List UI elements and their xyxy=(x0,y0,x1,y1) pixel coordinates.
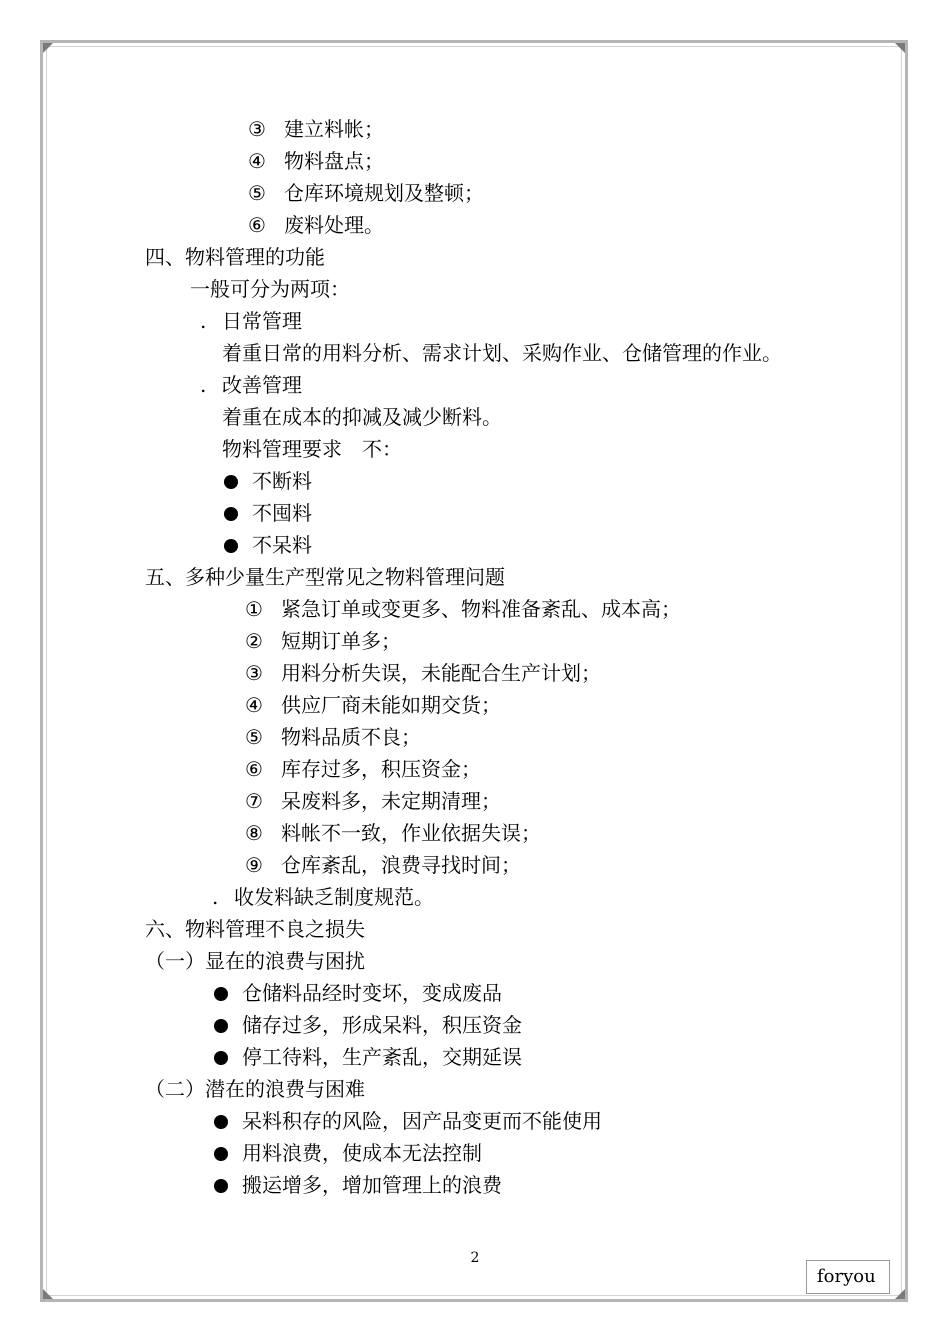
bullet-item: 停工待料，生产紊乱，交期延误 xyxy=(214,1045,522,1069)
bullet-icon xyxy=(224,507,238,521)
bullet-item: 搬运增多，增加管理上的浪费 xyxy=(214,1173,502,1197)
list-item: . 日常管理 xyxy=(200,309,302,333)
list-item: ④ 物料盘点； xyxy=(248,149,384,173)
bullet-icon xyxy=(224,539,238,553)
bullet-item: 不断料 xyxy=(224,469,312,493)
list-item: ② 短期订单多； xyxy=(245,629,401,653)
section-heading: 五、多种少量生产型常见之物料管理问题 xyxy=(145,565,505,589)
subsection-heading: （一）显在的浪费与困扰 xyxy=(145,949,365,973)
list-item: ④ 供应厂商未能如期交货； xyxy=(245,693,501,717)
bullet-icon xyxy=(214,1147,228,1161)
bullet-item: 呆料积存的风险，因产品变更而不能使用 xyxy=(214,1109,602,1133)
bullet-item: 仓储料品经时变坏，变成废品 xyxy=(214,981,502,1005)
bullet-item: 用料浪费，使成本无法控制 xyxy=(214,1141,482,1165)
list-item: ③ 建立料帐； xyxy=(248,117,384,141)
corner-ornament xyxy=(43,1289,53,1299)
list-item: . 改善管理 xyxy=(200,373,302,397)
bullet-item: 储存过多，形成呆料，积压资金 xyxy=(214,1013,522,1037)
list-item: ⑤ 物料品质不良； xyxy=(245,725,421,749)
list-item: ⑥ 库存过多，积压资金； xyxy=(245,757,481,781)
list-item: ③ 用料分析失误，未能配合生产计划； xyxy=(245,661,601,685)
bullet-icon xyxy=(214,1051,228,1065)
list-item: ⑦ 呆废料多，未定期清理； xyxy=(245,789,501,813)
subsection-heading: （二）潜在的浪费与困难 xyxy=(145,1077,365,1101)
list-item: . 收发料缺乏制度规范。 xyxy=(212,885,434,909)
corner-ornament xyxy=(895,1289,905,1299)
paragraph: 一般可分为两项： xyxy=(190,277,350,301)
bullet-item: 不呆料 xyxy=(224,533,312,557)
section-heading: 四、物料管理的功能 xyxy=(145,245,325,269)
list-item: ⑧ 料帐不一致，作业依据失误； xyxy=(245,821,541,845)
bullet-icon xyxy=(214,987,228,1001)
paragraph: 物料管理要求 不： xyxy=(222,437,402,461)
corner-ornament xyxy=(895,43,905,53)
footer-tag: foryou xyxy=(806,1260,890,1294)
bullet-icon xyxy=(214,1115,228,1129)
list-item: ⑤ 仓库环境规划及整顿； xyxy=(248,181,484,205)
bullet-icon xyxy=(214,1019,228,1033)
corner-ornament xyxy=(43,43,53,53)
list-item: ⑨ 仓库紊乱，浪费寻找时间； xyxy=(245,853,521,877)
paragraph: 着重日常的用料分析、需求计划、采购作业、仓储管理的作业。 xyxy=(222,341,782,365)
paragraph: 着重在成本的抑减及减少断料。 xyxy=(222,405,502,429)
list-item: ① 紧急订单或变更多、物料准备紊乱、成本高； xyxy=(245,597,681,621)
bullet-icon xyxy=(224,475,238,489)
list-item: ⑥ 废料处理。 xyxy=(248,213,384,237)
page-number: 2 xyxy=(470,1250,480,1266)
bullet-icon xyxy=(214,1179,228,1193)
bullet-item: 不囤料 xyxy=(224,501,312,525)
section-heading: 六、物料管理不良之损失 xyxy=(145,917,365,941)
